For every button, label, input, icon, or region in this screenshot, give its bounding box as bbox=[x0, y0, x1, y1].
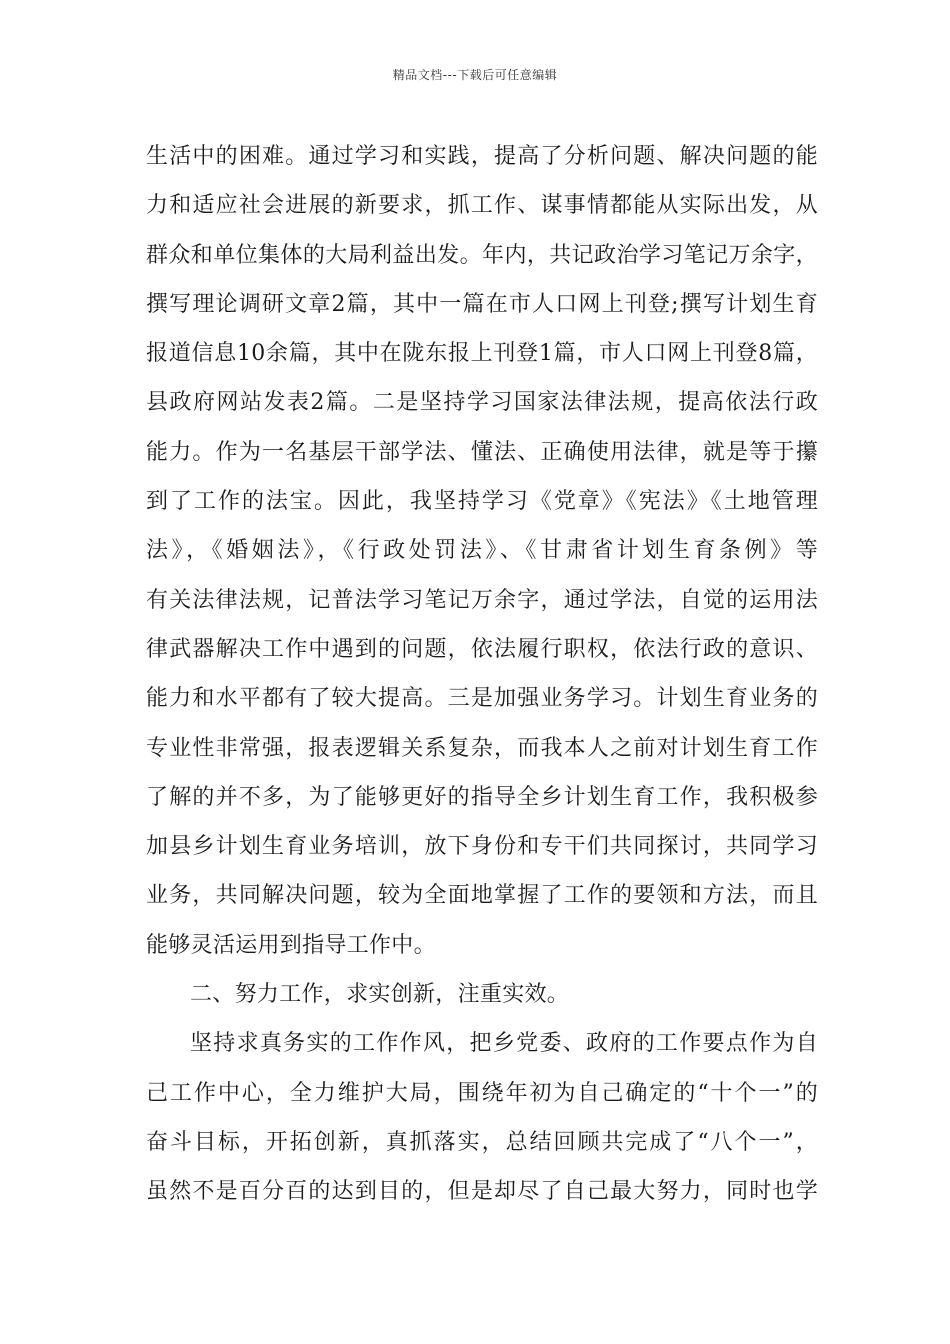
text-line: 报道信息10余篇，其中在陇东报上刊登1篇，市人口网上刊登8篇， bbox=[146, 341, 818, 367]
section-heading: 二、努力工作，求实创新，注重实效。 bbox=[190, 982, 570, 1008]
text-line: 力和适应社会进展的新要求，抓工作、谋事情都能从实际出发，从 bbox=[146, 193, 818, 219]
text-line: 能力和水平都有了较大提高。三是加强业务学习。计划生育业务的 bbox=[146, 686, 818, 712]
text-line: 奋斗目标，开拓创新，真抓落实，总结回顾共完成了“八个一”， bbox=[146, 1129, 818, 1155]
text-line: 了解的并不多，为了能够更好的指导全乡计划生育工作，我积极参 bbox=[146, 784, 818, 810]
text-line: 到了工作的法宝。因此，我坚持学习《党章》《宪法》《土地管理 bbox=[146, 489, 818, 515]
text-line: 县政府网站发表2篇。二是坚持学习国家法律法规，提高依法行政 bbox=[146, 390, 818, 416]
text-line: 律武器解决工作中遇到的问题，依法履行职权，依法行政的意识、 bbox=[146, 636, 818, 662]
text-line: 生活中的困难。通过学习和实践，提高了分析问题、解决问题的能 bbox=[146, 144, 818, 169]
text-line: 虽然不是百分百的达到目的，但是却尽了自己最大努力，同时也学 bbox=[146, 1179, 818, 1205]
text-line: 己工作中心，全力维护大局，围绕年初为自己确定的“十个一”的 bbox=[146, 1080, 818, 1106]
text-line: 能力。作为一名基层干部学法、懂法、正确使用法律，就是等于攥 bbox=[146, 439, 818, 465]
text-line: 加县乡计划生育业务培训，放下身份和专干们共同探讨，共同学习 bbox=[146, 834, 818, 860]
text-line: 法》，《婚姻法》，《行政处罚法》、《甘肃省计划生育条例》等 bbox=[146, 538, 818, 564]
text-line: 有关法律法规，记普法学习笔记万余字，通过学法，自觉的运用法 bbox=[146, 587, 818, 613]
text-line: 专业性非常强，报表逻辑关系复杂，而我本人之前对计划生育工作 bbox=[146, 735, 818, 761]
text-line: 撰写理论调研文章2篇，其中一篇在市人口网上刊登;撰写计划生育 bbox=[146, 291, 818, 317]
text-line: 群众和单位集体的大局利益出发。年内，共记政治学习笔记万余字， bbox=[146, 242, 818, 268]
text-line: 能够灵活运用到指导工作中。 bbox=[146, 932, 436, 958]
text-line: 坚持求真务实的工作作风，把乡党委、政府的工作要点作为自 bbox=[190, 1031, 818, 1057]
document-body bbox=[146, 132, 818, 1217]
text-line: 业务，共同解决问题，较为全面地掌握了工作的要领和方法，而且 bbox=[146, 883, 818, 909]
page-header: 精品文档---下载后可任意编辑 bbox=[392, 68, 558, 82]
